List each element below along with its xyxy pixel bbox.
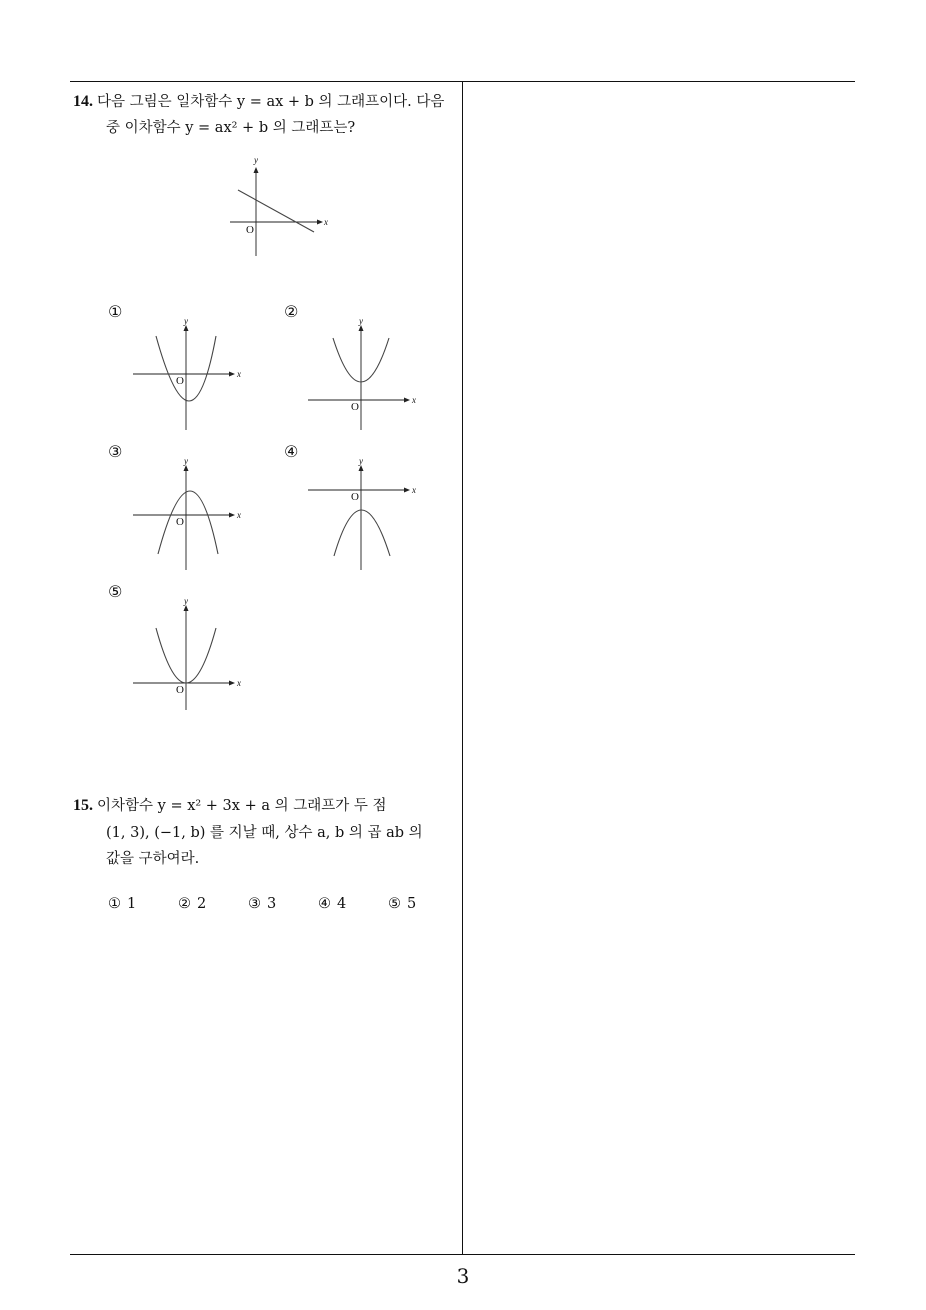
q14-number: 14.	[73, 93, 93, 110]
answer-5[interactable]	[388, 896, 458, 912]
answer-4[interactable]	[318, 896, 388, 912]
q15-line1	[73, 796, 386, 816]
choice-3-graph[interactable]	[128, 456, 248, 572]
x-label: x	[237, 369, 241, 379]
x-label: x	[237, 510, 241, 520]
y-arrow	[254, 167, 259, 173]
parabola	[334, 510, 390, 556]
q15-line3: 값을 구하여라.	[106, 851, 200, 867]
answer-2[interactable]	[178, 896, 248, 912]
q14-line1	[73, 92, 444, 112]
x-arrow	[229, 513, 235, 518]
choice-1-number[interactable]: ①	[108, 302, 123, 321]
answer-5-value: 5	[407, 896, 417, 912]
q14-text-line1: 다음 그림은 일차함수 y = ax + b 의 그래프이다. 다음	[97, 94, 445, 110]
q15-number: 15.	[73, 797, 93, 814]
choice-2-graph[interactable]	[303, 316, 423, 432]
answer-3-value: 3	[267, 896, 277, 912]
answer-2-value: 2	[197, 896, 207, 912]
answer-5-mark: ⑤	[388, 896, 401, 912]
x-arrow	[404, 398, 410, 403]
origin-label: O	[351, 491, 359, 503]
x-arrow	[229, 681, 235, 686]
answer-4-value: 4	[337, 896, 347, 912]
bottom-rule	[70, 1254, 855, 1255]
parabola	[158, 491, 218, 554]
y-label: y	[184, 456, 188, 466]
linear-function-graph	[220, 152, 340, 258]
choice-4-number[interactable]: ④	[284, 442, 299, 461]
answer-4-mark: ④	[318, 896, 331, 912]
choice-5-number[interactable]: ⑤	[108, 582, 123, 601]
y-label: y	[184, 596, 188, 606]
answer-1[interactable]	[108, 896, 178, 912]
x-label: x	[237, 678, 241, 688]
answer-3[interactable]	[248, 896, 318, 912]
x-arrow	[229, 372, 235, 377]
origin-label: O	[351, 401, 359, 413]
q15-answer-choices	[108, 896, 458, 912]
origin-label: O	[176, 375, 184, 387]
y-label: y	[184, 316, 188, 326]
answer-2-mark: ②	[178, 896, 191, 912]
x-arrow	[317, 220, 323, 225]
x-label: x	[412, 485, 416, 495]
choice-2-number[interactable]: ②	[284, 302, 299, 321]
origin-label: O	[246, 224, 254, 236]
q15-text-line1: 이차함수 y = x² + 3x + a 의 그래프가 두 점	[97, 798, 387, 814]
answer-3-mark: ③	[248, 896, 261, 912]
origin-label: O	[176, 516, 184, 528]
q15-line2: (1, 3), (−1, b) 를 지날 때, 상수 a, b 의 곱 ab 의	[106, 825, 423, 841]
x-label: x	[412, 395, 416, 405]
choice-5-graph[interactable]	[128, 596, 248, 712]
column-divider	[462, 81, 463, 1255]
page-number: 3	[456, 1264, 470, 1288]
y-label: y	[359, 316, 363, 326]
choice-3-number[interactable]: ③	[108, 442, 123, 461]
q14-line2: 중 이차함수 y = ax² + b 의 그래프는?	[106, 120, 356, 136]
answer-1-value: 1	[127, 896, 137, 912]
x-label: x	[324, 217, 328, 227]
choice-4-graph[interactable]	[303, 456, 423, 572]
origin-label: O	[176, 684, 184, 696]
choice-1-graph[interactable]	[128, 316, 248, 432]
y-label: y	[254, 155, 258, 165]
x-arrow	[404, 488, 410, 493]
y-label: y	[359, 456, 363, 466]
answer-1-mark: ①	[108, 896, 121, 912]
